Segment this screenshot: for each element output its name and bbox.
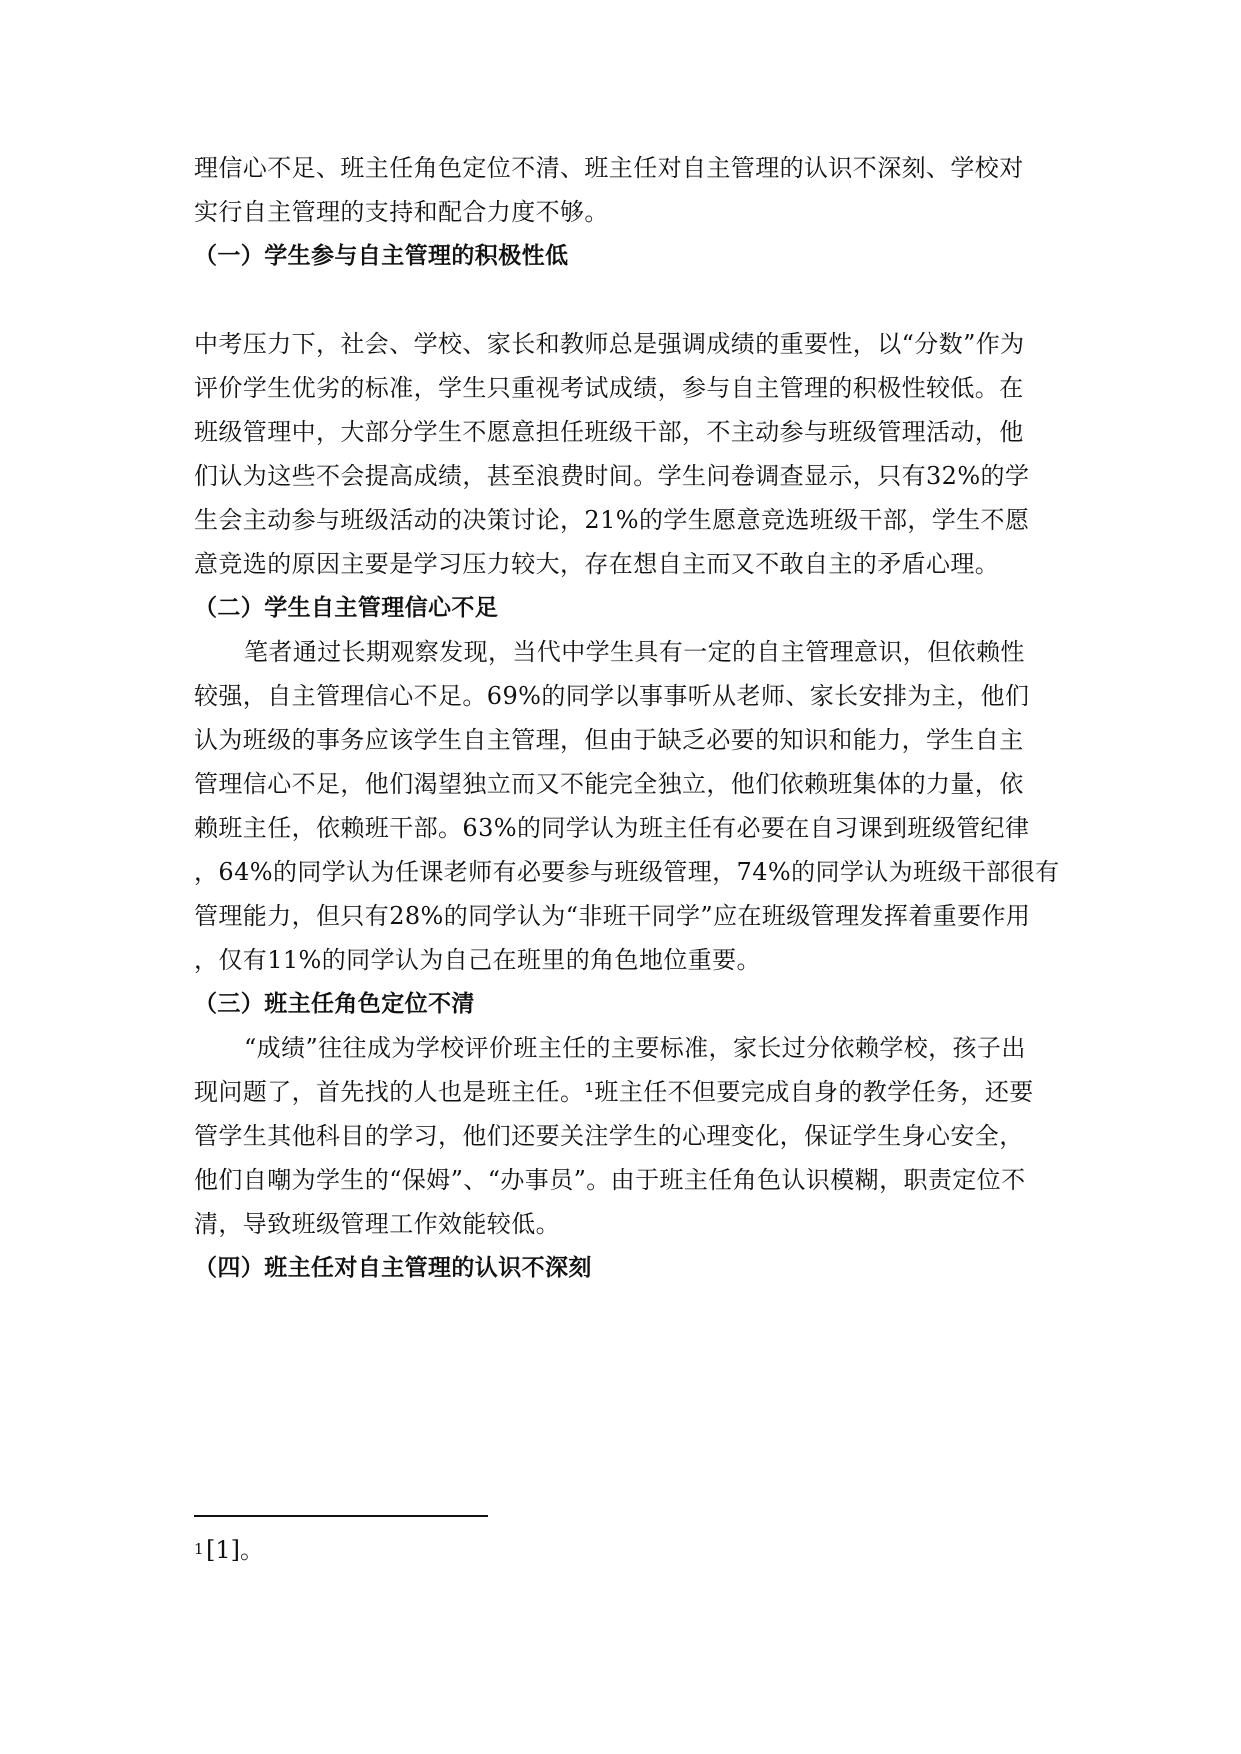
paragraph-line: 管学生其他科目的学习，他们还要关注学生的心理变化，保证学生身心安全， bbox=[194, 1122, 1024, 1150]
paragraph-line: 笔者通过长期观察发现，当代中学生具有一定的自主管理意识，但依赖性 bbox=[244, 638, 1025, 666]
footnote-text: [1]。 bbox=[206, 1536, 264, 1564]
section-heading-4: （四）班主任对自主管理的认识不深刻 bbox=[194, 1255, 592, 1281]
paragraph-line: ，64%的同学认为任课老师有必要参与班级管理，74%的同学认为班级干部很有 bbox=[194, 858, 1060, 886]
paragraph-line: 较强，自主管理信心不足。69%的同学以事事听从老师、家长安排为主，他们 bbox=[194, 682, 1030, 710]
paragraph-line: 们认为这些不会提高成绩，甚至浪费时间。学生问卷调查显示，只有32%的学 bbox=[194, 462, 1030, 490]
paragraph-line: 评价学生优劣的标准，学生只重视考试成绩，参与自主管理的积极性较低。在 bbox=[194, 374, 1024, 402]
section-heading-1: （一）学生参与自主管理的积极性低 bbox=[194, 243, 569, 269]
paragraph-line: 班级管理中，大部分学生不愿意担任班级干部，不主动参与班级管理活动，他 bbox=[194, 418, 1024, 446]
paragraph-line: 生会主动参与班级活动的决策讨论，21%的学生愿意竞选班级干部，学生不愿 bbox=[194, 506, 1030, 534]
paragraph-line: 他们自嘲为学生的“保姆”、“办事员”。由于班主任角色认识模糊，职责定位不 bbox=[194, 1166, 1026, 1194]
paragraph-line: “成绩”往往成为学校评价班主任的主要标准，家长过分依赖学校，孩子出 bbox=[244, 1034, 1026, 1062]
paragraph-line: 清，导致班级管理工作效能较低。 bbox=[194, 1210, 560, 1238]
paragraph-line: 管理信心不足，他们渴望独立而又不能完全独立，他们依赖班集体的力量，依 bbox=[194, 770, 1024, 798]
footnote-marker: 1 bbox=[194, 1540, 204, 1558]
intro-line: 理信心不足、班主任角色定位不清、班主任对自主管理的认识不深刻、学校对 bbox=[194, 154, 1024, 182]
section-heading-3: （三）班主任角色定位不清 bbox=[194, 991, 475, 1017]
paragraph-line: 赖班主任，依赖班干部。63%的同学认为班主任有必要在自习课到班级管纪律 bbox=[194, 814, 1030, 842]
paragraph-line: 意竞选的原因主要是学习压力较大，存在想自主而又不敢自主的矛盾心理。 bbox=[194, 550, 1000, 578]
footnote-separator bbox=[194, 1515, 488, 1517]
paragraph-line: ，仅有11%的同学认为自己在班里的角色地位重要。 bbox=[194, 946, 761, 974]
paragraph-line: 现问题了，首先找的人也是班主任。¹班主任不但要完成自身的教学任务，还要 bbox=[194, 1078, 1034, 1106]
paragraph-line: 管理能力，但只有28%的同学认为“非班干同学”应在班级管理发挥着重要作用 bbox=[194, 902, 1031, 930]
section-heading-2: （二）学生自主管理信心不足 bbox=[194, 595, 499, 621]
paragraph-line: 认为班级的事务应该学生自主管理，但由于缺乏必要的知识和能力，学生自主 bbox=[194, 726, 1024, 754]
intro-line: 实行自主管理的支持和配合力度不够。 bbox=[194, 198, 609, 226]
paragraph-line: 中考压力下，社会、学校、家长和教师总是强调成绩的重要性，以“分数”作为 bbox=[194, 330, 1025, 358]
